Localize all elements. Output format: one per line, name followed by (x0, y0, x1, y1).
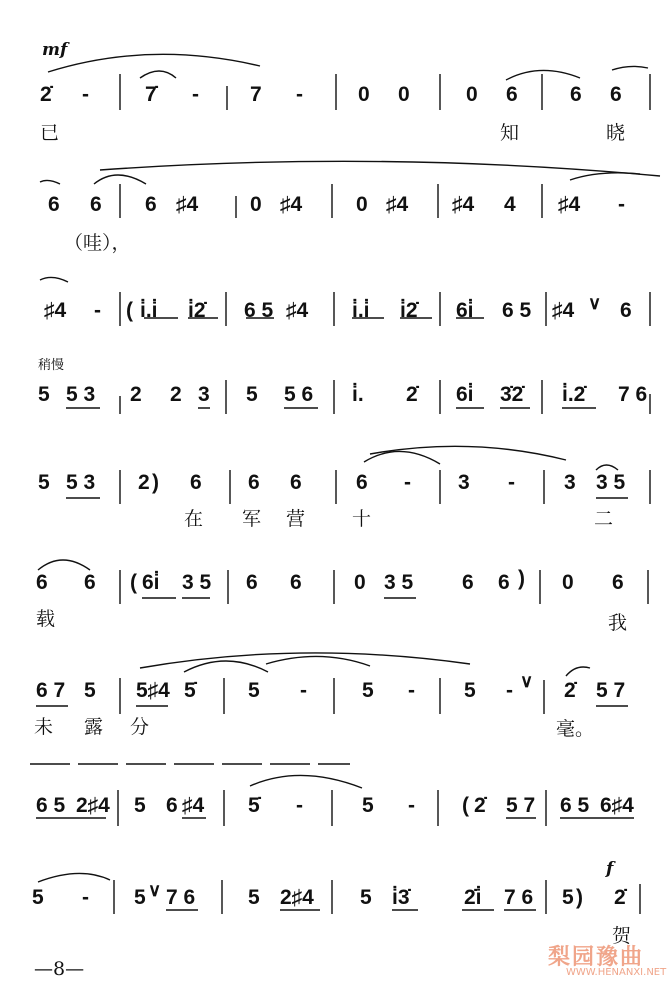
note: 2̇ (474, 794, 486, 817)
note: 6 (190, 471, 202, 494)
note: ♯4 (286, 299, 309, 322)
note: 3 5 (182, 571, 212, 594)
lyric: 载 (36, 608, 56, 630)
watermark-url: WWW.HENANXI.NET (566, 967, 667, 978)
note: - (82, 886, 89, 909)
note: - (408, 679, 415, 702)
breath-mark: ∨ (148, 880, 162, 900)
note: 7 6 (618, 383, 648, 406)
note: 6♯4 (600, 794, 634, 817)
lyric: 我 (608, 612, 628, 634)
note: 2 (170, 383, 182, 406)
note: 5 3 (66, 471, 96, 494)
note: 6 (498, 571, 510, 594)
note: 6 (356, 471, 368, 494)
lyric: 十 (352, 508, 372, 530)
note: 6 (36, 571, 48, 594)
note: 6 5 (560, 794, 590, 817)
note: ) (518, 567, 525, 590)
note: 7̇ (145, 83, 157, 106)
note: ( (126, 299, 133, 322)
breath-mark: ∨ (588, 293, 602, 313)
note: 6 (290, 471, 302, 494)
note: 6 (84, 571, 96, 594)
note: 6i̇ (456, 299, 474, 322)
note: 2̇i̇ (464, 886, 482, 909)
note: 2̇ (614, 886, 626, 909)
lyric: 二 (594, 508, 614, 530)
note: - (296, 794, 303, 817)
lyric: 分 (130, 716, 150, 738)
note: 5 (562, 886, 574, 909)
note: i̇.2̇ (562, 383, 586, 406)
note: 0 (250, 193, 262, 216)
lyric: 露 (84, 716, 104, 738)
note: 0 (562, 571, 574, 594)
note: 2̇ (40, 83, 52, 106)
note: 5 (360, 886, 372, 909)
note: 2̇ (406, 383, 418, 406)
note: 0 (398, 83, 410, 106)
note: 5 3 (66, 383, 96, 406)
note: 6i̇ (142, 571, 160, 594)
note: 6 (620, 299, 632, 322)
score-row-5 (0, 440, 672, 540)
lyric: 晓 (606, 122, 626, 144)
tempo-mark: 稍慢 (38, 358, 65, 373)
note: 3̇2̇ (500, 383, 524, 406)
note: 5̇ (248, 794, 260, 817)
note: 3 (564, 471, 576, 494)
note: 5 6 (284, 383, 314, 406)
note: i̇2̇ (188, 299, 206, 322)
note: 6 5 (36, 794, 66, 817)
lyric: 营 (286, 508, 306, 530)
note: - (94, 299, 101, 322)
note: 5 (248, 886, 260, 909)
note: ♯4 (176, 193, 199, 216)
note: ) (576, 886, 583, 909)
page-number: —8— (34, 958, 85, 980)
score-row-6 (0, 540, 672, 640)
lyric: 未 (34, 716, 54, 738)
note: 6 (612, 571, 624, 594)
note: 7 6 (166, 886, 196, 909)
note: 5 (246, 383, 258, 406)
note: 7 (250, 83, 262, 106)
note: i̇2̇ (400, 299, 418, 322)
note: 6 (48, 193, 60, 216)
note: ♯4 (552, 299, 575, 322)
note: 6 (506, 83, 518, 106)
note: 6 (290, 571, 302, 594)
note: 6 (145, 193, 157, 216)
lyric: 知 (500, 122, 520, 144)
note: 2 (130, 383, 142, 406)
score-row-1 (0, 40, 672, 144)
note: 5̇ (184, 679, 196, 702)
note: 5 (84, 679, 96, 702)
note: 0 (466, 83, 478, 106)
note: 5 (134, 794, 146, 817)
note: - (404, 471, 411, 494)
note: 6 7 (36, 679, 66, 702)
lyric: 毫。 (556, 718, 595, 740)
note: ♯4 (558, 193, 581, 216)
note: 7 6 (504, 886, 534, 909)
note: - (82, 83, 89, 106)
note: 3 5 (384, 571, 414, 594)
lyric: 已 (40, 122, 60, 144)
note: 6 (90, 193, 102, 216)
note: 6 (570, 83, 582, 106)
note: 3 (458, 471, 470, 494)
note: - (296, 83, 303, 106)
note: 5 7 (596, 679, 626, 702)
note: - (618, 193, 625, 216)
note: 6 (462, 571, 474, 594)
note: 2̇ (564, 679, 576, 702)
lyric: 贺 (612, 925, 632, 947)
note: i̇. (352, 383, 364, 406)
lyric: 军 (242, 508, 262, 530)
note: 3 5 (596, 471, 626, 494)
lyric: 在 (184, 508, 204, 530)
note: 0 (358, 83, 370, 106)
note: 6i̇ (456, 383, 474, 406)
note: 5 (248, 679, 260, 702)
note: ♯4 (386, 193, 409, 216)
note: 5 (134, 886, 146, 909)
note: 5 (362, 679, 374, 702)
watermark-name: 梨园豫曲 (548, 945, 645, 970)
score-row-2 (0, 150, 672, 254)
note: 5 7 (506, 794, 536, 817)
note: 0 (356, 193, 368, 216)
note: - (408, 794, 415, 817)
note: 6 (248, 471, 260, 494)
note: ♯4 (182, 794, 205, 817)
note: ♯4 (452, 193, 475, 216)
note: 6 (246, 571, 258, 594)
note: 6 (166, 794, 178, 817)
note: 5 (362, 794, 374, 817)
note: 5 (32, 886, 44, 909)
score-row-8 (0, 755, 672, 855)
note: ♯4 (280, 193, 303, 216)
score-row-7 (0, 640, 672, 740)
note: 5 (464, 679, 476, 702)
breath-mark: ∨ (520, 671, 534, 691)
note: i̇3̇ (392, 886, 410, 909)
note: 5 (38, 383, 50, 406)
note: 6 (610, 83, 622, 106)
note: 5 (38, 471, 50, 494)
note: ( (462, 794, 469, 817)
note: 4 (504, 193, 516, 216)
note: 5♯4 (136, 679, 170, 702)
note: - (506, 679, 513, 702)
note: ) (152, 471, 159, 494)
dynamic-mf: mf (42, 40, 68, 60)
note: 0 (354, 571, 366, 594)
score-row-4 (0, 350, 672, 450)
note: 3 (198, 383, 210, 406)
note: ( (130, 571, 137, 594)
lyric: （哇）， (64, 232, 131, 254)
note: 2♯4 (76, 794, 110, 817)
note: 6 5 (502, 299, 532, 322)
note: - (508, 471, 515, 494)
score-row-9 (0, 845, 672, 945)
note: ♯4 (44, 299, 67, 322)
note: 6 5 (244, 299, 274, 322)
note: - (300, 679, 307, 702)
note: i̇.i̇ (352, 299, 370, 322)
note: 2♯4 (280, 886, 314, 909)
note: - (192, 83, 199, 106)
dynamic-f: f (606, 859, 614, 879)
score-row-3 (0, 260, 672, 360)
note: 2 (138, 471, 150, 494)
note: i̇.i̇ (140, 299, 158, 322)
